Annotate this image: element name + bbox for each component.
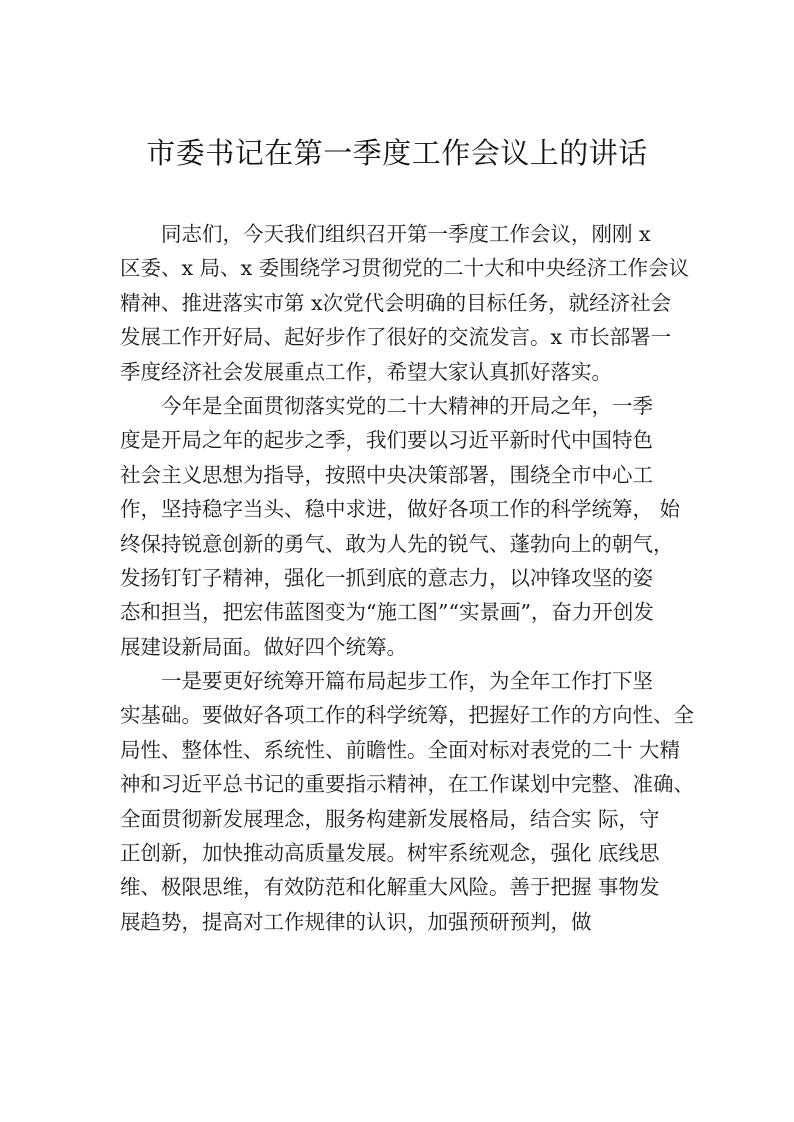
text-line: 社会主义思想为指导，按照中央决策部署，围绕全市中心工 — [120, 462, 653, 487]
text-line: 展建设新局面。做好四个统筹。 — [120, 634, 407, 659]
text-line: 同志们，今天我们组织召开第一季度工作会议，刚刚 x — [120, 222, 651, 246]
text-line: 作，坚持稳字当头、稳中求进，做好各项工作的科学统筹， 始 — [120, 497, 681, 522]
text-line: 终保持锐意创新的勇气、敢为人先的锐气、蓬勃向上的朝气， — [120, 531, 674, 556]
text-line: 实基础。要做好各项工作的科学统筹，把握好工作的方向性、全 — [120, 703, 694, 728]
text-line: 今年是全面贯彻落实党的二十大精神的开局之年，一季 — [120, 393, 653, 418]
text-line: 一是要更好统筹开篇布局起步工作，为全年工作打下坚 — [120, 669, 653, 694]
text-line: 发展工作开好局、起好步作了很好的交流发言。x 市长部署一 — [120, 325, 672, 350]
paragraph-2 — [120, 389, 695, 664]
text-line: 全面贯彻新发展理念，服务构建新发展格局，结合实 际，守 — [120, 806, 660, 831]
text-line: 局性、整体性、系统性、前瞻性。全面对标对表党的二十 大精 — [120, 737, 681, 762]
text-line: 发扬钉钉子精神，强化一抓到底的意志力，以冲锋攻坚的姿 — [120, 565, 653, 590]
text-line: 展趋势，提高对工作规律的认识，加强预研预判，做 — [120, 909, 592, 934]
paragraph-1 — [120, 217, 695, 389]
text-line: 维、极限思维，有效防范和化解重大风险。善于把握 事物发 — [120, 875, 660, 900]
text-line: 神和习近平总书记的重要指示精神，在工作谋划中完整、准确、 — [120, 772, 694, 797]
text-line: 度是开局之年的起步之季，我们要以习近平新时代中国特色 — [120, 428, 653, 453]
document-body — [120, 217, 695, 939]
text-line: 正创新，加快推动高质量发展。树牢系统观念，强化 底线思 — [120, 841, 660, 866]
text-line: 精神、推进落实市第 x次党代会明确的目标任务，就经济社会 — [120, 290, 672, 315]
text-line: 区委、x 局、x 委围绕学习贯彻党的二十大和中央经济工作会议 — [120, 256, 690, 281]
text-line: 态和担当，把宏伟蓝图变为“施工图”“实景画”，奋力开创发 — [120, 600, 654, 625]
page-title: 市委书记在第一季度工作会议上的讲话 — [146, 136, 648, 170]
paragraph-3 — [120, 664, 695, 939]
text-line: 季度经济社会发展重点工作，希望大家认真抓好落实。 — [120, 359, 612, 384]
